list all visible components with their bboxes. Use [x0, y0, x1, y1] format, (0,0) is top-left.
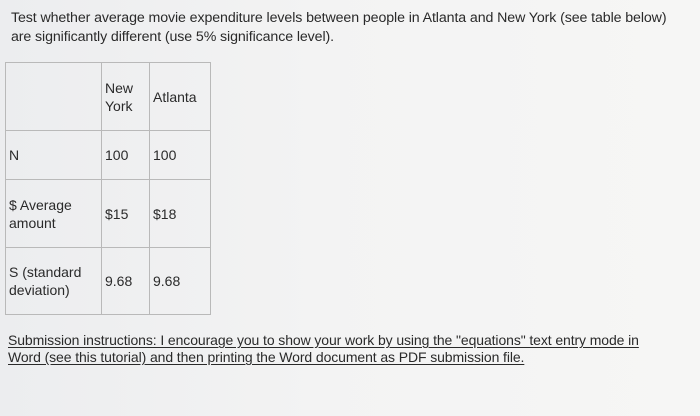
- row-label-average-amount: $ Average amount: [6, 180, 102, 248]
- table-row: [6, 180, 211, 248]
- table-row: [6, 131, 211, 180]
- header-cell-new-york: New York: [102, 63, 150, 131]
- row-label-standard-deviation: S (standard deviation): [6, 248, 102, 315]
- cell-n-atlanta: 100: [150, 131, 211, 180]
- question-text: Test whether average movie expenditure levels between people in Atlanta and New York (see table below) are significantly different (use 5% significance level).: [11, 10, 667, 45]
- data-table: [5, 62, 211, 315]
- submission-instructions-link[interactable]: Submission instructions: I encourage you to show your work by using the "equations" text entry mode in Word (see this tutorial) and then printing the Word document as PDF submission file.: [8, 332, 639, 365]
- cell-n-new-york: 100: [102, 131, 150, 180]
- table-row: [6, 248, 211, 315]
- row-label-n: N: [6, 131, 102, 180]
- header-cell-atlanta: Atlanta: [150, 63, 211, 131]
- cell-average-new-york: $15: [102, 180, 150, 248]
- cell-sd-atlanta: 9.68: [150, 248, 211, 315]
- cell-average-atlanta: $18: [150, 180, 211, 248]
- table-header-row: [6, 63, 211, 131]
- header-cell-empty: [6, 63, 102, 131]
- cell-sd-new-york: 9.68: [102, 248, 150, 315]
